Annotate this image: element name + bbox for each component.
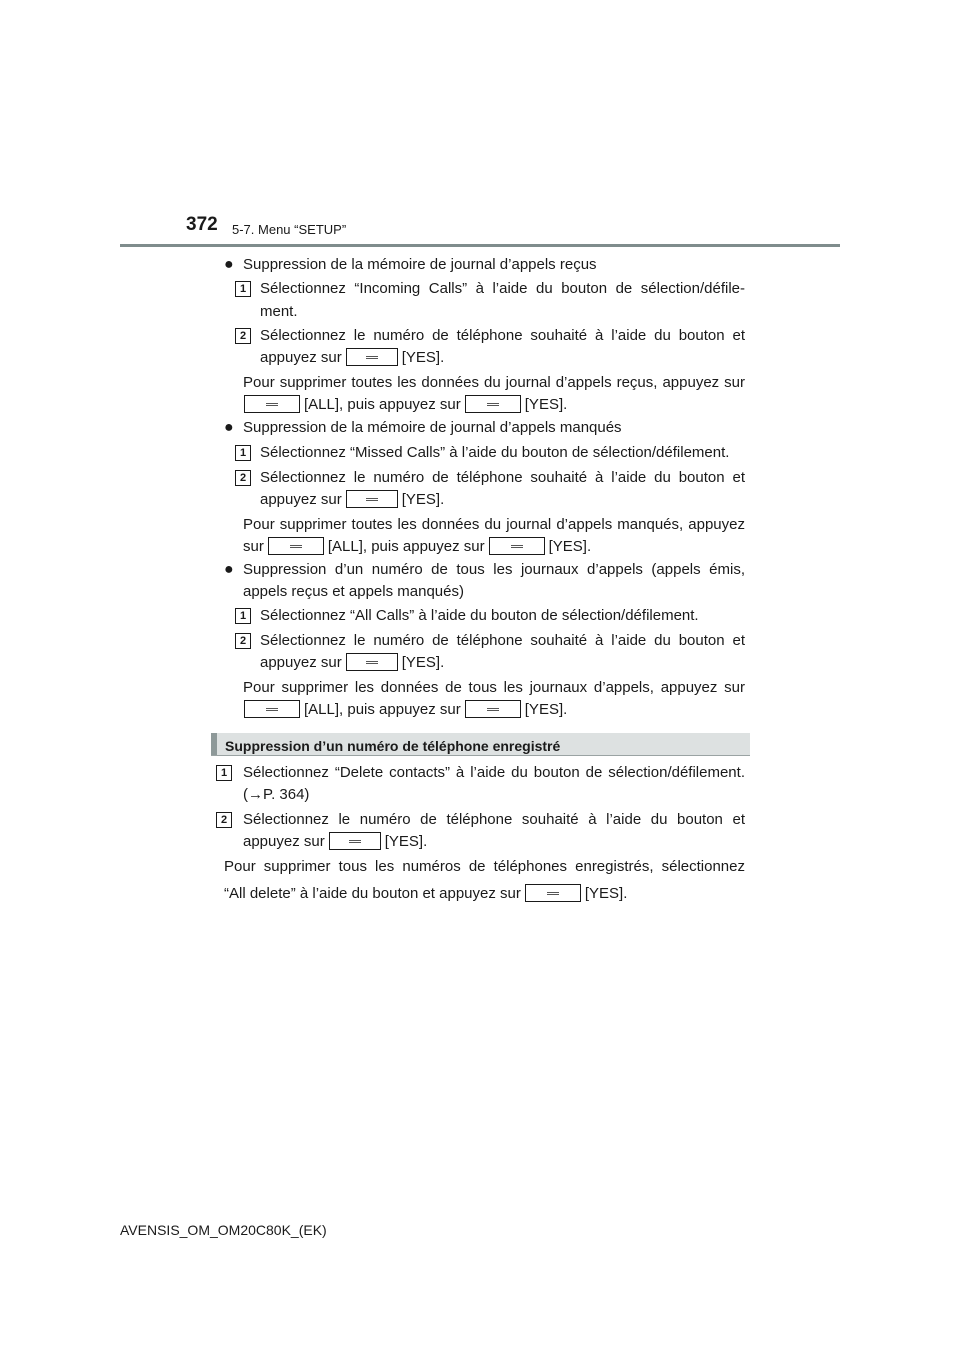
running-header: 5-7. Menu “SETUP”	[232, 222, 347, 237]
received-note-line2	[240, 394, 567, 416]
all-note-post: [YES].	[524, 701, 568, 718]
all-step2-line2	[260, 652, 444, 674]
bullet-icon: ●	[224, 419, 234, 436]
registered-note-line2	[224, 883, 627, 905]
yes-button-icon	[346, 348, 398, 366]
missed-step2-line2	[260, 489, 444, 511]
bullet-icon: ●	[224, 561, 234, 578]
subsection-heading-bar	[211, 733, 217, 755]
yes-button-icon	[525, 884, 581, 902]
subsection-heading	[211, 733, 750, 756]
page-number: 372	[186, 214, 218, 235]
all-step1: Sélectionnez “All Calls” à l’aide du bouton de sélection/défilement.	[260, 607, 699, 624]
yes-button-icon	[346, 653, 398, 671]
all-button-icon	[244, 395, 300, 413]
step-number-1: 1	[216, 765, 232, 781]
all-note-line2	[240, 699, 567, 721]
step-number-2: 2	[235, 470, 251, 486]
all-button-icon	[244, 700, 300, 718]
yes-button-icon	[346, 490, 398, 508]
registered-step1-line1: Sélectionnez “Delete contacts” à l’aide du bouton de sélection/défilement.	[243, 764, 745, 781]
missed-note-pre: sur	[243, 538, 264, 555]
all-title-line2: appels reçus et appels manqués)	[243, 583, 464, 600]
all-step2-post: [YES].	[401, 654, 445, 671]
missed-note-line1: Pour supprimer toutes les données du journal d’appels manqués, appuyez	[243, 516, 745, 533]
all-note-mid: [ALL], puis appuyez sur	[304, 701, 461, 718]
received-step2-pre: appuyez sur	[260, 349, 342, 366]
registered-step2-post: [YES].	[384, 833, 428, 850]
step-number-1: 1	[235, 608, 251, 624]
step-number-1: 1	[235, 445, 251, 461]
missed-note-line2	[243, 536, 591, 558]
all-step2-pre: appuyez sur	[260, 654, 342, 671]
received-step1-line1: Sélectionnez “Incoming Calls” à l’aide du bouton de sélection/défile-	[260, 280, 745, 297]
received-step2-post: [YES].	[401, 349, 445, 366]
registered-note-post: [YES].	[584, 885, 628, 902]
missed-note-post: [YES].	[548, 538, 592, 555]
received-note-post: [YES].	[524, 396, 568, 413]
registered-note-line1: Pour supprimer tous les numéros de téléphones enregistrés, sélectionnez	[224, 858, 745, 875]
missed-step2-pre: appuyez sur	[260, 491, 342, 508]
all-title-line1: Suppression d’un numéro de tous les journaux d’appels (appels émis,	[243, 561, 745, 578]
document-code: AVENSIS_OM_OM20C80K_(EK)	[120, 1222, 327, 1238]
missed-note-mid: [ALL], puis appuyez sur	[327, 538, 485, 555]
all-step2-line1: Sélectionnez le numéro de téléphone souhaité à l’aide du bouton et	[260, 632, 745, 649]
missed-step2-post: [YES].	[401, 491, 445, 508]
step-number-2: 2	[235, 633, 251, 649]
all-button-icon	[268, 537, 324, 555]
registered-step1-line2: (→P. 364)	[243, 786, 310, 803]
yes-button-icon	[329, 832, 381, 850]
received-step1-line2: ment.	[260, 303, 298, 320]
step-number-1: 1	[235, 281, 251, 297]
all-note-line1: Pour supprimer les données de tous les journaux d’appels, appuyez sur	[243, 679, 745, 696]
received-note-line1: Pour supprimer toutes les données du journal d’appels reçus, appuyez sur	[243, 374, 745, 391]
bullet-icon: ●	[224, 256, 234, 273]
received-step2-line1: Sélectionnez le numéro de téléphone souhaité à l’aide du bouton et	[260, 327, 745, 344]
header-rule	[120, 244, 840, 247]
yes-button-icon	[489, 537, 545, 555]
received-step2-line2	[260, 347, 444, 369]
missed-title: Suppression de la mémoire de journal d’appels manqués	[243, 419, 622, 436]
yes-button-icon	[465, 395, 521, 413]
missed-step1: Sélectionnez “Missed Calls” à l’aide du bouton de sélection/défilement.	[260, 444, 730, 461]
registered-step2-pre: appuyez sur	[243, 833, 325, 850]
missed-step2-line1: Sélectionnez le numéro de téléphone souhaité à l’aide du bouton et	[260, 469, 745, 486]
received-title: Suppression de la mémoire de journal d’appels reçus	[243, 256, 597, 273]
step-number-2: 2	[216, 812, 232, 828]
registered-step2-line2	[243, 831, 427, 853]
step-number-2: 2	[235, 328, 251, 344]
registered-step2-line1: Sélectionnez le numéro de téléphone souhaité à l’aide du bouton et	[243, 811, 745, 828]
subsection-heading-text: Suppression d’un numéro de téléphone enregistré	[225, 738, 561, 754]
received-note-mid: [ALL], puis appuyez sur	[304, 396, 461, 413]
registered-note-pre: “All delete” à l’aide du bouton et appuyez sur	[224, 885, 521, 902]
yes-button-icon	[465, 700, 521, 718]
